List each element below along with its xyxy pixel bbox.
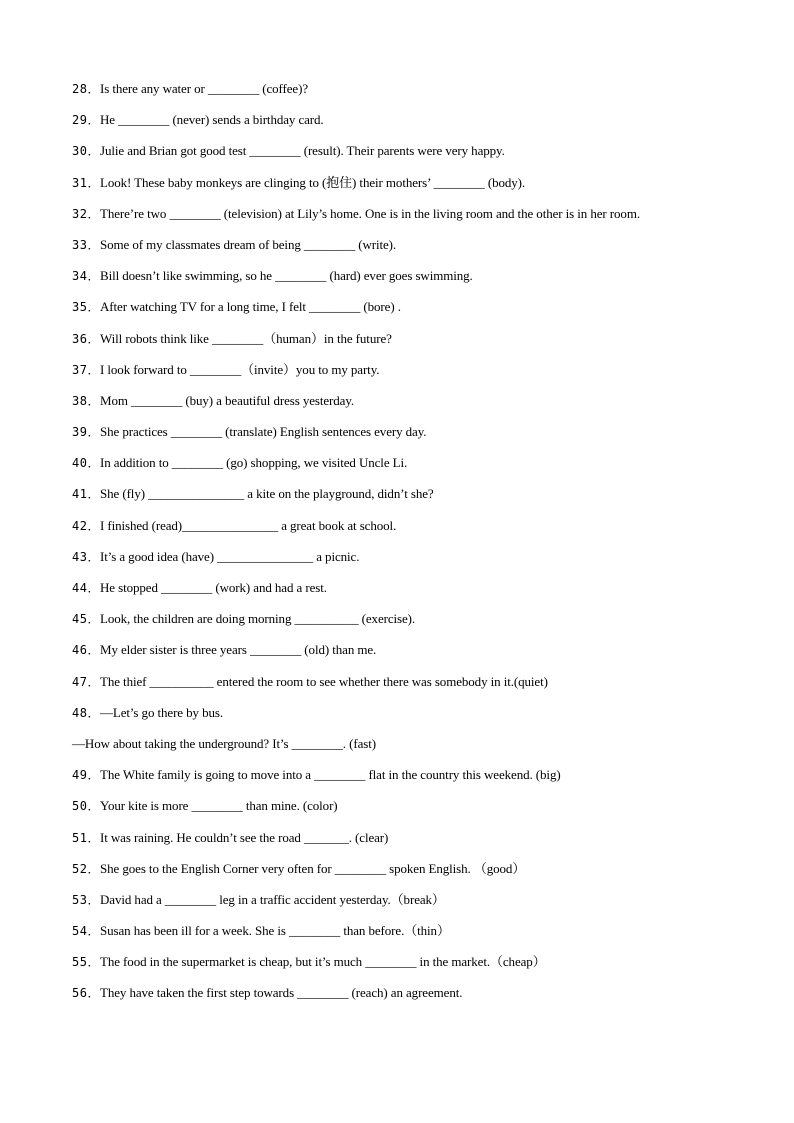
question-number: 53． xyxy=(72,892,100,907)
question-text: In addition to ________ (go) shopping, we visited Uncle Li. xyxy=(100,455,408,471)
question-text: Look, the children are doing morning __________ (exercise). xyxy=(100,611,416,627)
question-number: 29． xyxy=(72,113,100,128)
question-line-36 xyxy=(72,328,772,359)
question-line-55 xyxy=(72,951,772,982)
question-line-35 xyxy=(72,296,772,327)
question-number: 42． xyxy=(72,518,100,533)
question-text: Bill doesn’t like swimming, so he ________ (hard) ever goes swimming. xyxy=(100,268,473,284)
question-number: 54． xyxy=(72,924,100,939)
question-line-34 xyxy=(72,265,772,296)
question-number: 34． xyxy=(72,269,100,284)
question-line-41 xyxy=(72,483,772,514)
question-number: 28． xyxy=(72,82,100,96)
question-text: Is there any water or ________ (coffee)? xyxy=(100,81,308,96)
question-line-38 xyxy=(72,390,772,421)
question-number: 49． xyxy=(72,768,100,783)
question-number: 39． xyxy=(72,425,100,440)
question-number: 38． xyxy=(72,393,100,408)
question-line-47 xyxy=(72,671,772,702)
question-text: After watching TV for a long time, I felt ________ (bore) . xyxy=(100,299,401,315)
question-text: David had a ________ leg in a traffic accident yesterday.（break） xyxy=(100,891,445,907)
question-number: 55． xyxy=(72,955,100,970)
question-line-43 xyxy=(72,546,772,577)
question-number: 44． xyxy=(72,581,100,595)
question-number: 48． xyxy=(72,705,100,720)
question-text: She practices ________ (translate) English sentences every day. xyxy=(100,424,427,440)
question-line-30 xyxy=(72,140,772,171)
question-text: They have taken the first step towards ________ (reach) an agreement. xyxy=(100,985,463,1001)
question-line-31 xyxy=(72,172,772,203)
question-number: 47． xyxy=(72,674,100,689)
question-line-56 xyxy=(72,982,772,1013)
question-text: Mom ________ (buy) a beautiful dress yesterday. xyxy=(100,392,355,408)
question-number: 56． xyxy=(72,986,100,1001)
question-text: It’s a good idea (have) _______________ a picnic. xyxy=(100,548,360,564)
question-text: The White family is going to move into a ________ flat in the country this weekend. (big) xyxy=(100,767,561,783)
question-line-44 xyxy=(72,577,772,608)
question-number: 40． xyxy=(72,456,100,471)
question-text: Will robots think like ________（human）in the future? xyxy=(100,330,392,346)
question-line-42 xyxy=(72,515,772,546)
question-text: Some of my classmates dream of being ________ (write). xyxy=(100,236,397,252)
question-number: 51． xyxy=(72,830,100,845)
question-number: 45． xyxy=(72,612,100,627)
question-text: I look forward to ________（invite）you to my party. xyxy=(100,361,380,377)
question-number: 37． xyxy=(72,362,100,377)
question-number: 32． xyxy=(72,206,100,221)
question-line-53 xyxy=(72,889,772,920)
question-text: Look! These baby monkeys are clinging to (抱住) their mothers’ ________ (body). xyxy=(100,174,526,190)
question-line-52 xyxy=(72,858,772,889)
question-text: She goes to the English Corner very often for ________ spoken English. （good） xyxy=(100,860,526,876)
question-text: My elder sister is three years ________ (old) than me. xyxy=(100,642,377,658)
question-number: 33． xyxy=(72,237,100,252)
question-text: The food in the supermarket is cheap, but it’s much ________ in the market.（cheap） xyxy=(100,954,546,970)
question-line-39 xyxy=(72,421,772,452)
question-number: 30． xyxy=(72,144,100,159)
question-text: —Let’s go there by bus. xyxy=(100,704,223,720)
question-text: He stopped ________ (work) and had a rest. xyxy=(100,580,327,595)
question-line-45 xyxy=(72,608,772,639)
question-line-49 xyxy=(72,764,772,795)
question-number: 52． xyxy=(72,861,100,876)
question-line-54 xyxy=(72,920,772,951)
question-text: —How about taking the underground? It’s ________. (fast) xyxy=(72,735,376,751)
question-line-32 xyxy=(72,203,772,234)
question-text: He ________ (never) sends a birthday card. xyxy=(100,112,324,128)
question-line-48 xyxy=(72,702,772,733)
question-list xyxy=(72,78,772,1014)
question-line-33 xyxy=(72,234,772,265)
question-line-48-reply xyxy=(72,733,772,764)
question-text: It was raining. He couldn’t see the road _______. (clear) xyxy=(100,829,389,845)
question-line-40 xyxy=(72,452,772,483)
question-number: 46． xyxy=(72,643,100,658)
question-line-50 xyxy=(72,795,772,826)
question-number: 50． xyxy=(72,799,100,814)
question-text: I finished (read)_______________ a great book at school. xyxy=(100,517,397,533)
question-text: Your kite is more ________ than mine. (color) xyxy=(100,798,338,814)
question-line-28 xyxy=(72,78,772,109)
question-number: 35． xyxy=(72,300,100,315)
question-line-46 xyxy=(72,639,772,670)
question-text: Susan has been ill for a week. She is ________ than before.（thin） xyxy=(100,923,450,939)
question-text: There’re two ________ (television) at Lily’s home. One is in the living room and the other is in her room. xyxy=(100,205,640,221)
question-text: She (fly) _______________ a kite on the playground, didn’t she? xyxy=(100,486,434,502)
question-text: Julie and Brian got good test ________ (result). Their parents were very happy. xyxy=(100,143,505,159)
question-line-29 xyxy=(72,109,772,140)
question-number: 31． xyxy=(72,175,100,190)
question-number: 41． xyxy=(72,487,100,502)
question-line-51 xyxy=(72,827,772,858)
question-number: 36． xyxy=(72,331,100,346)
question-text: The thief __________ entered the room to see whether there was somebody in it.(quiet) xyxy=(100,673,548,689)
question-line-37 xyxy=(72,359,772,390)
question-number: 43． xyxy=(72,549,100,564)
